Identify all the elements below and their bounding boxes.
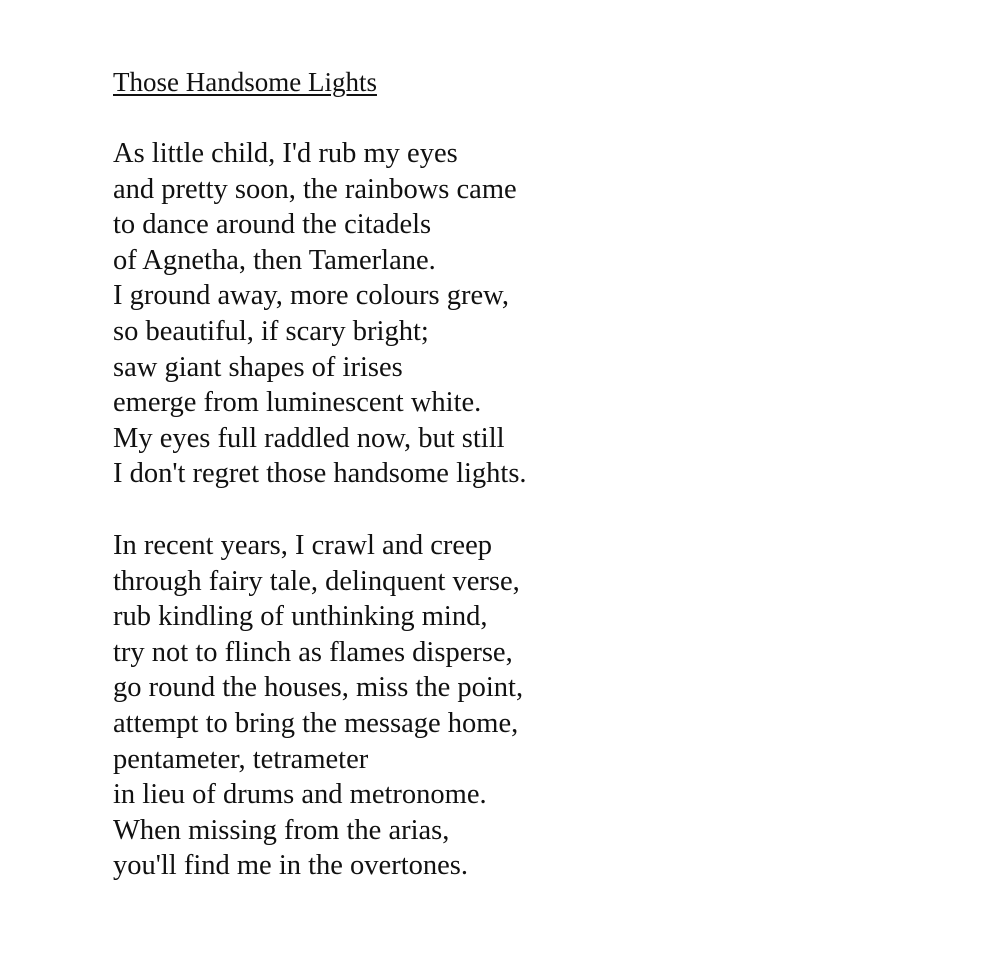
poem-line: you'll find me in the overtones. [113,850,468,882]
poem-line: pentameter, tetrameter [113,743,369,775]
poem-line: go round the houses, miss the point, [113,672,524,704]
poem-line: attempt to bring the message home, [113,707,519,739]
poem-line: I don't regret those handsome lights. [113,458,527,490]
poem-line: In recent years, I crawl and creep [113,529,492,561]
poem-line: When missing from the arias, [113,814,450,846]
poem-line: My eyes full raddled now, but still [113,422,505,454]
poem [113,64,527,920]
poem-line: As little child, I'd rub my eyes [113,138,458,169]
poem-title: Those Handsome Lights [113,67,377,97]
poem-line: saw giant shapes of irises [113,351,403,383]
stanza-2 [113,528,527,884]
poem-line: and pretty soon, the rainbows came [113,173,517,205]
poem-line: rub kindling of unthinking mind, [113,601,488,633]
poem-line: emerge from luminescent white. [113,387,482,419]
poem-line: of Agnetha, then Tamerlane. [113,244,436,276]
poem-line: to dance around the citadels [113,209,432,241]
poem-line: so beautiful, if scary bright; [113,315,429,347]
poem-line: through fairy tale, delinquent verse, [113,565,520,597]
poem-line: in lieu of drums and metronome. [113,779,487,811]
poem-line: try not to flinch as flames disperse, [113,636,513,668]
poem-line: I ground away, more colours grew, [113,280,509,312]
stanza-1 [113,136,527,492]
